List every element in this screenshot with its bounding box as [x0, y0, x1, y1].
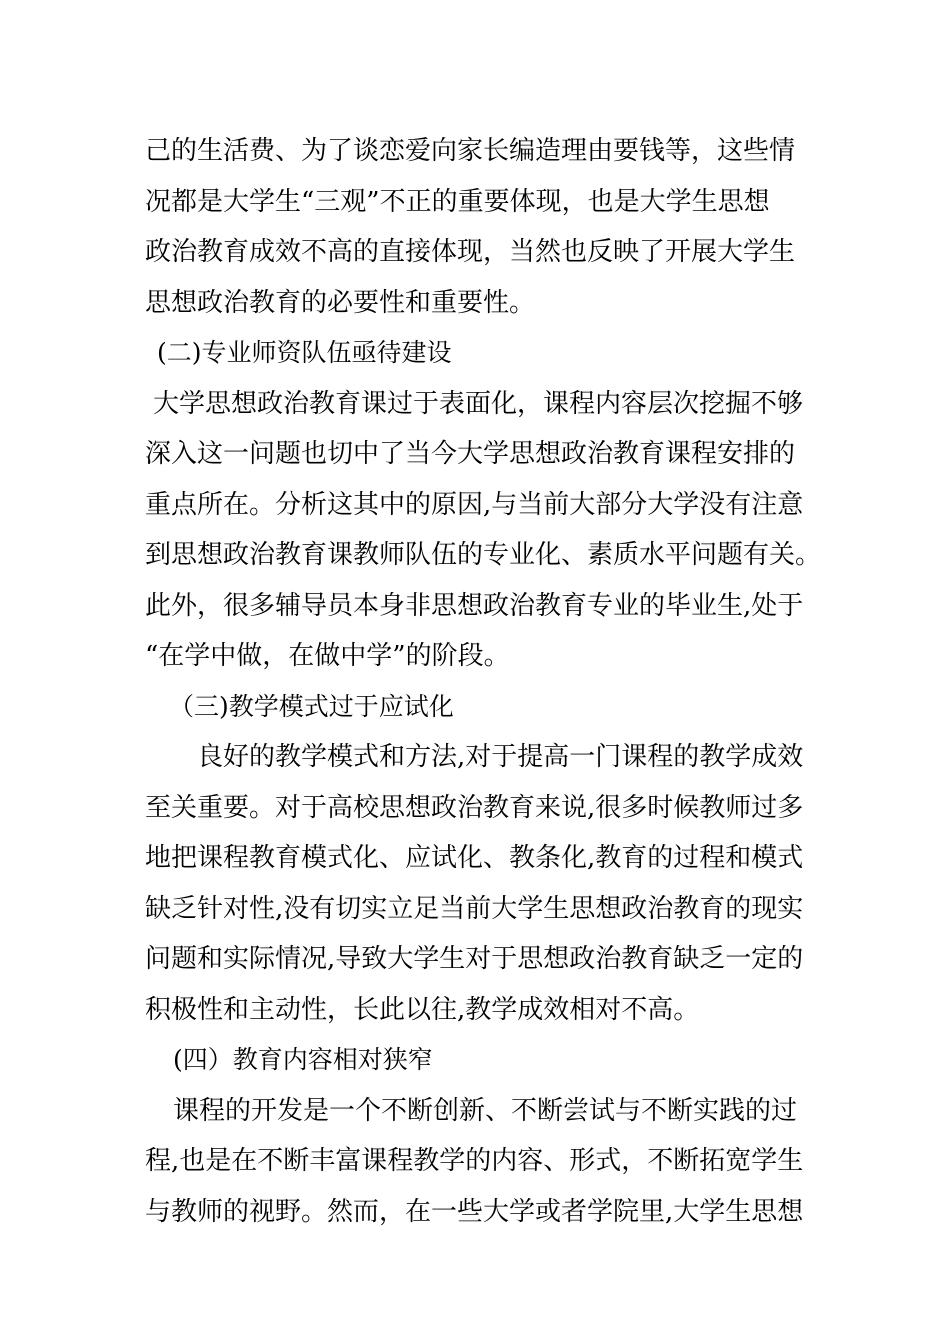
text-line: 课程的开发是一个不断创新、不断尝试与不断实践的过 — [173, 1095, 798, 1126]
body-text — [145, 126, 822, 1237]
text-line: 重点所在。分析这其中的原因,与当前大部分大学没有注意 — [145, 489, 804, 520]
section-heading-3: （三)教学模式过于应试化 — [169, 691, 454, 721]
text-line: 与教师的视野。然而，在一些大学或者学院里,大学生思想 — [145, 1196, 804, 1227]
text-line: 此外，很多辅导员本身非思想政治教育专业的毕业生,处于 — [145, 590, 804, 621]
text-line: 政治教育成效不高的直接体现，当然也反映了开展大学生 — [145, 237, 796, 267]
text-line: 己的生活费、为了谈恋爱向家长编造理由要钱等，这些情 — [145, 136, 796, 166]
text-line: 深入这一问题也切中了当今大学思想政治教育课程安排的 — [145, 439, 796, 469]
text-line: 地把课程教育模式化、应试化、教条化,教育的过程和模式 — [145, 843, 804, 873]
text-line: 良好的教学模式和方法,对于提高一门课程的教学成效 — [197, 742, 804, 772]
text-line: 积极性和主动性，长此以往,教学成效相对不高。 — [145, 994, 700, 1025]
section-heading-2: (二)专业师资队伍亟待建设 — [157, 338, 452, 367]
text-line: 问题和实际情况,导致大学生对于思想政治教育缺乏一定的 — [145, 944, 804, 974]
text-line: 到思想政治教育课教师队伍的专业化、素质水平问题有关。 — [145, 540, 822, 570]
text-line: 思想政治教育的必要性和重要性。 — [145, 287, 536, 318]
text-line: 程,也是在不断丰富课程教学的内容、形式，不断拓宽学生 — [145, 1146, 804, 1176]
section-heading-4: (四）教育内容相对狭窄 — [173, 1045, 433, 1074]
text-line: “在学中做，在做中学”的阶段。 — [145, 641, 510, 671]
text-line: 大学思想政治教育课过于表面化，课程内容层次挖掘不够 — [153, 388, 804, 419]
text-line: 缺乏针对性,没有切实立足当前大学生思想政治教育的现实 — [145, 893, 804, 924]
text-line: 至关重要。对于高校思想政治教育来说,很多时候教师过多 — [145, 792, 804, 823]
text-line: 况都是大学生“三观”不正的重要体现，也是大学生思想 — [145, 186, 770, 217]
